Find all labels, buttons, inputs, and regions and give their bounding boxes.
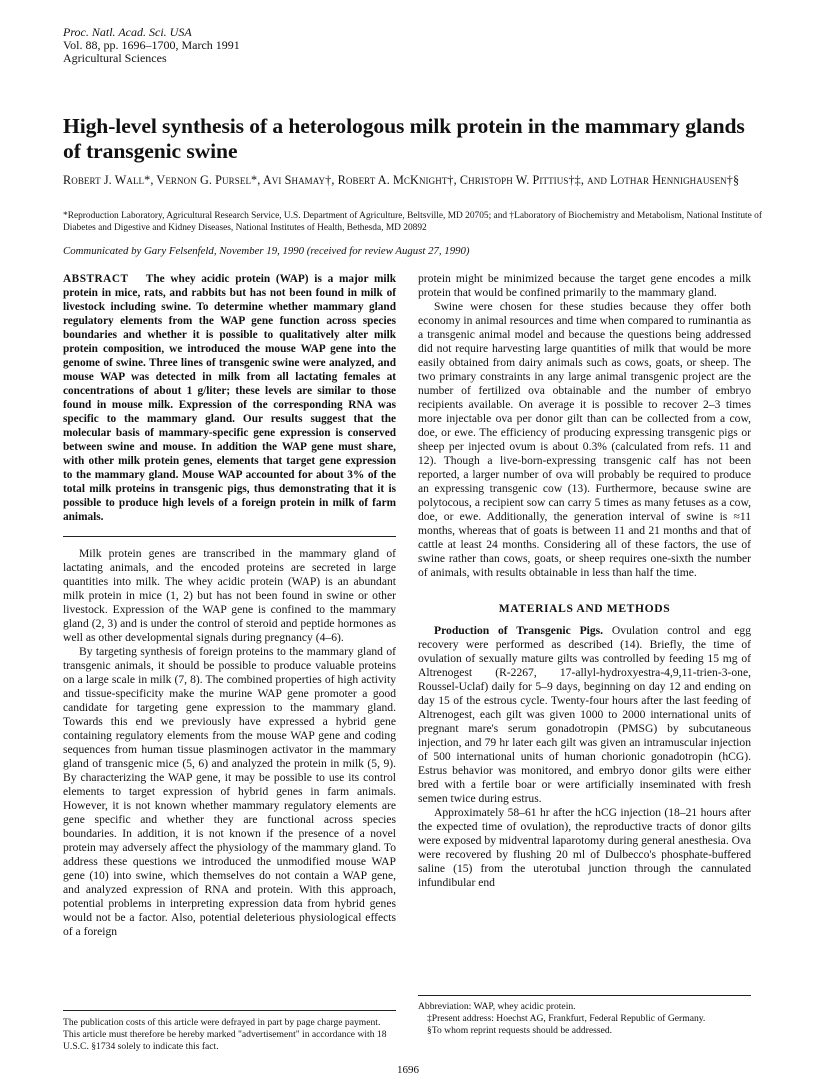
volume-info: Vol. 88, pp. 1696–1700, March 1991 — [63, 38, 240, 52]
journal-header — [63, 26, 240, 65]
author-list: Robert J. Wall*, Vernon G. Pursel*, Avi Shamay†, Robert A. McKnight†, Christoph W. Pittius†‡, and Lothar Hennighausen†§ — [63, 173, 740, 187]
abstract — [63, 272, 396, 524]
right-footnotes — [418, 995, 751, 1037]
footnote-divider — [418, 995, 751, 996]
abstract-text: The whey acidic protein (WAP) is a major milk protein in mice, rats, and rabbits but has not been found in milk of livestock including swine. To determine whether mammary gland regulatory elements from the WAP gene function across species boundaries and whether it is possible to qualitatively alter milk protein composition, we introduced the mouse WAP gene into the genome of swine. Three lines of transgenic swine were analyzed, and mouse WAP was detected in milk from all lactating females at concentrations of about 1 g/liter; these levels are similar to those found in mouse milk. Expression of the corresponding RNA was specific to the mammary gland. Our results suggest that the molecular basis of mammary-specific gene expression is conserved between swine and mouse. In addition the WAP gene must share, with other milk protein genes, elements that target gene expression to the mammary gland. Mouse WAP accounted for about 3% of the total milk proteins in transgenic pigs, thus demonstrating that it is possible to produce high levels of a foreign protein in milk of farm animals. — [63, 273, 396, 523]
methods-paragraph-2: Approximately 58–61 hr after the hCG injection (18–21 hours after the expected time of ovulation), the reproductive tracts of donor gilts were exposed by midventral laparotomy during general anesthesia. Ova were recovered by flushing 20 ml of Dulbecco's phosphate-buffered saline (15) from the uterotubal junction through the cannulated infundibular end — [418, 806, 751, 889]
methods-paragraph-1 — [418, 624, 751, 806]
methods-paragraph-1-text: Ovulation control and egg recovery were performed as described (14). Briefly, the time of ovulation of sexually mature gilts was controlled by feeding 15 mg of Altrenogest (R-2267, 17-allyl-hydroxyestra-4,9,11-trien-3-one, Roussel-Uclaf) daily for 5–9 days, beginning on day 12 and ending on day 15 of the estrous cycle. Twenty-four hours after the last feeding of Altrenogest, each gilt was given 1000 to 2000 international units of pregnant mare's serum gonadotropin (PMSG) by subcutaneous injection, and 79 hr later each gilt was given an intramuscular injection of 500 international units of human chorionic gonadotropin (hCG). Estrus behavior was monitored, and embryo donor gilts were either bred with a fertile boar or were artificially inseminated with fresh semen twice during estrus. — [418, 624, 752, 805]
abstract-label: ABSTRACT — [63, 273, 129, 285]
journal-name: Proc. Natl. Acad. Sci. USA — [63, 25, 192, 39]
cost-footnote-text: The publication costs of this article were defrayed in part by page charge payment. This article must therefore be hereby marked "advertisement" in accordance with 18 U.S.C. §1734 solely to indicate this fact. — [63, 1017, 387, 1052]
left-column — [63, 272, 396, 939]
section-label: Agricultural Sciences — [63, 51, 167, 65]
abstract-divider — [63, 536, 396, 537]
section-heading-methods: MATERIALS AND METHODS — [498, 602, 671, 615]
cost-footnote — [63, 1010, 396, 1053]
intro-paragraph-2: By targeting synthesis of foreign proteins to the mammary gland of transgenic animals, it should be possible to produce valuable proteins on a large scale in milk (7, 8). The combined properties of high activity and tissue-specificity make the murine WAP gene promoter a good candidate for targeting gene expression to the mammary gland. Towards this end we previously have expressed a hybrid gene containing regulatory elements from the mouse WAP gene and coding sequences from human tissue plasminogen activator in the mammary gland of transgenic mice (5, 6) and analyzed the protein in milk (5, 9). By characterizing the WAP gene, it may be possible to use its control elements to target expression of hybrid genes in farm animals. However, it is not known whether mammary regulatory elements are gene specific and whether they are functional across species boundaries. In addition, it is not known if the presence of a novel protein may adversely affect the physiology of the mammary gland. To address these questions we introduced the unmodified mouse WAP gene (10) into swine, which themselves do not contain a WAP gene, and analyzed expression of RNA and protein. With this approach, potential problems in interpreting expression data from hybrid genes would not be a factor. Also, potential deleterious physiological effects of a foreign — [63, 645, 396, 938]
reprint-note: §To whom reprint requests should be addressed. — [427, 1025, 613, 1036]
intro-paragraph-4: Swine were chosen for these studies because they offer both economy in animal resources and time when compared to ruminantia as a transgenic animal model and because the questions being addressed did not require harvesting large quantities of milk that would be more easily obtained from dairy animals such as cows, goats, or sheep. The two primary constraints in any large animal transgenic project are the number of fertilized ova obtainable and the number of embryo recipients available. On average it is possible to recover 2–3 times more injectable ova per donor gilt than can be collected from a cow, doe, or ewe. The efficiency of producing expressing transgenic pigs or sheep per injected ovum is about 0.3% (calculated from refs. 11 and 12). Though a live-born-expressing transgenic calf has not been reported, a larger number of ova will probably be required to produce an expressing transgenic cow (13). Furthermore, because swine are polytocous, a recipient sow can carry 5 times as many fetuses as a cow, doe, or ewe. Additionally, the generation interval of swine is ≈11 months, whereas that of goats is between 11 and 21 months and that of cattle at least 24 months. Considering all of these factors, the use of swine rather than cows, goats, or sheep requires one-sixth the number of animals, with results obtainable in less than half the time. — [418, 300, 751, 579]
present-address-note: ‡Present address: Hoechst AG, Frankfurt, Federal Republic of Germany. — [427, 1013, 706, 1024]
intro-paragraph-1: Milk protein genes are transcribed in the mammary gland of lactating animals, and the encoded proteins are secreted in large quantities into milk. The whey acidic protein (WAP) is an abundant milk protein in mice (1, 2) but has not been found in swine or other livestock. Expression of the WAP gene is confined to the mammary gland (2, 3) and is under the control of steroid and peptide hormones as well as other developmental signals during pregnancy (4–6). — [63, 547, 396, 644]
article-title: High-level synthesis of a heterologous milk protein in the mammary glands of transgenic swine — [63, 114, 745, 163]
subsection-heading: Production of Transgenic Pigs. — [434, 624, 604, 637]
abbreviation-note: Abbreviation: WAP, whey acidic protein. — [418, 1001, 576, 1012]
page-number: 1696 — [397, 1064, 419, 1076]
affiliations: *Reproduction Laboratory, Agricultural Research Service, U.S. Department of Agriculture, Beltsville, MD 20705; and †Laboratory of Biochemistry and Metabolism, National Institute of Diabetes and Digestive and Kidney Diseases, National Institutes of Health, Bethesda, MD 20892 — [63, 211, 762, 233]
communicated-by: Communicated by Gary Felsenfeld, November 19, 1990 (received for review August 27, 1990) — [63, 245, 470, 257]
intro-paragraph-3: protein might be minimized because the target gene encodes a milk protein that would be confined primarily to the mammary gland. — [418, 272, 751, 299]
right-column — [418, 272, 751, 890]
footnote-divider — [63, 1010, 396, 1011]
